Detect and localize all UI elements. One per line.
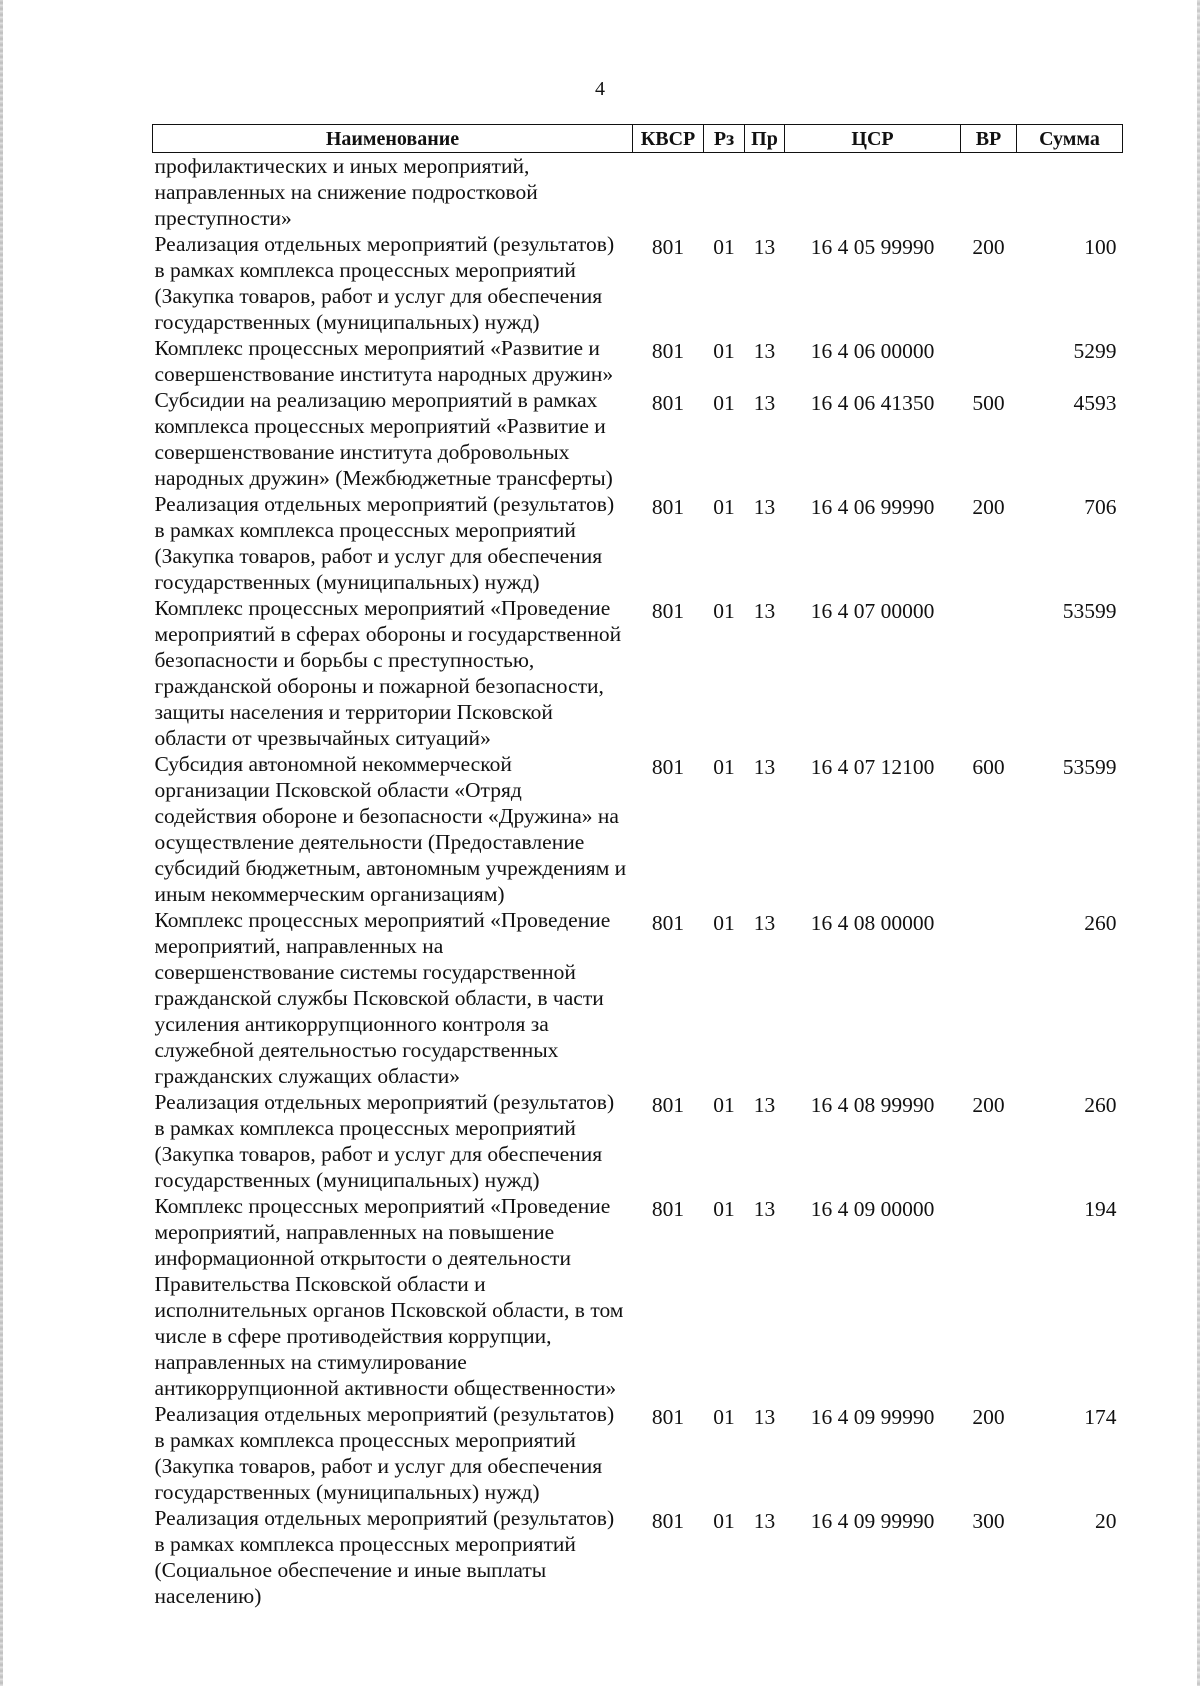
row-csr: 16 4 09 99990 xyxy=(810,1405,935,1429)
row-vr: 300 xyxy=(972,1509,1005,1533)
row-sum: 706 xyxy=(1084,495,1117,519)
row-pr: 13 xyxy=(753,599,776,623)
row-name: профилактических и иных мероприятий, направленных на снижение подростковой преступности» xyxy=(154,154,538,230)
row-vr xyxy=(961,1193,1017,1401)
row-sum: 194 xyxy=(1084,1197,1117,1221)
header-vr: ВР xyxy=(961,125,1017,153)
row-vr: 200 xyxy=(972,495,1005,519)
row-rz: 01 xyxy=(713,1509,735,1533)
row-sum: 174 xyxy=(1084,1405,1117,1429)
header-kvsr: КВСР xyxy=(633,125,704,153)
row-csr: 16 4 09 00000 xyxy=(810,1197,935,1221)
row-vr xyxy=(961,153,1017,232)
table-row xyxy=(153,1505,1123,1609)
row-vr: 200 xyxy=(972,1093,1005,1117)
page-number: 4 xyxy=(595,78,605,100)
row-vr: 200 xyxy=(972,1405,1005,1429)
row-sum: 53599 xyxy=(1062,755,1117,779)
row-kvsr: 801 xyxy=(651,911,685,935)
row-rz: 01 xyxy=(713,755,735,779)
row-rz: 01 xyxy=(713,599,735,623)
row-name: Реализация отдельных мероприятий (результатов) в рамках комплекса процессных мероприятий (Закупка товаров, работ и услуг для обеспечения государственных (муниципальных) нужд) xyxy=(154,1090,615,1192)
row-vr: 200 xyxy=(972,235,1005,259)
row-vr xyxy=(961,595,1017,751)
row-pr xyxy=(745,153,785,232)
row-sum: 20 xyxy=(1095,1509,1117,1533)
row-kvsr: 801 xyxy=(651,495,685,519)
budget-table xyxy=(152,124,1123,1609)
row-rz: 01 xyxy=(713,1093,735,1117)
row-vr: 500 xyxy=(972,391,1005,415)
row-kvsr: 801 xyxy=(651,1509,685,1533)
scan-edge-left xyxy=(0,0,3,1686)
row-kvsr: 801 xyxy=(651,755,685,779)
row-pr: 13 xyxy=(753,391,776,415)
row-sum: 4593 xyxy=(1073,391,1117,415)
row-csr: 16 4 09 99990 xyxy=(810,1509,935,1533)
table-row xyxy=(153,231,1123,335)
table-row xyxy=(153,153,1123,232)
table-row xyxy=(153,1089,1123,1193)
table-header-row xyxy=(153,125,1123,153)
row-csr: 16 4 08 99990 xyxy=(810,1093,935,1117)
row-csr: 16 4 07 12100 xyxy=(810,755,935,779)
row-vr xyxy=(961,335,1017,387)
row-name: Комплекс процессных мероприятий «Развитие и совершенствование института народных дружин» xyxy=(154,336,614,386)
row-kvsr: 801 xyxy=(651,235,685,259)
row-pr: 13 xyxy=(753,1509,776,1533)
row-name: Реализация отдельных мероприятий (результатов) в рамках комплекса процессных мероприятий (Закупка товаров, работ и услуг для обеспечения государственных (муниципальных) нужд) xyxy=(154,492,615,594)
row-vr xyxy=(961,907,1017,1089)
row-kvsr: 801 xyxy=(651,1093,685,1117)
row-kvsr: 801 xyxy=(651,599,685,623)
header-name: Наименование xyxy=(153,125,633,153)
row-name: Комплекс процессных мероприятий «Проведение мероприятий, направленных на совершенствование системы государственной гражданской службы Псковской области, в части усиления антикоррупционного контроля за служебной деятельностью государственных гражданских служащих области» xyxy=(154,908,611,1088)
row-name: Субсидия автономной некоммерческой организации Псковской области «Отряд содействия обороне и безопасности «Дружина» на осуществление деятельности (Предоставление субсидий бюджетным, автономным учреждениям и иным некоммерческим организациям) xyxy=(154,752,627,906)
row-rz xyxy=(704,153,745,232)
row-kvsr xyxy=(633,153,704,232)
header-sum: Сумма xyxy=(1017,125,1123,153)
row-csr: 16 4 06 41350 xyxy=(810,391,935,415)
row-kvsr: 801 xyxy=(651,339,685,363)
row-rz: 01 xyxy=(713,391,735,415)
row-kvsr: 801 xyxy=(651,1405,685,1429)
row-pr: 13 xyxy=(753,1197,776,1221)
row-rz: 01 xyxy=(713,1405,735,1429)
row-csr: 16 4 08 00000 xyxy=(810,911,935,935)
row-pr: 13 xyxy=(753,339,776,363)
row-pr: 13 xyxy=(753,911,776,935)
row-sum: 260 xyxy=(1084,911,1117,935)
row-csr: 16 4 06 00000 xyxy=(810,339,935,363)
row-name: Реализация отдельных мероприятий (результатов) в рамках комплекса процессных мероприятий (Закупка товаров, работ и услуг для обеспечения государственных (муниципальных) нужд) xyxy=(154,232,615,334)
row-name: Реализация отдельных мероприятий (результатов) в рамках комплекса процессных мероприятий (Закупка товаров, работ и услуг для обеспечения государственных (муниципальных) нужд) xyxy=(154,1402,615,1504)
table-row xyxy=(153,1401,1123,1505)
row-vr: 600 xyxy=(972,755,1005,779)
row-sum: 260 xyxy=(1084,1093,1117,1117)
header-pr: Пр xyxy=(745,125,785,153)
row-pr: 13 xyxy=(753,1405,776,1429)
row-rz: 01 xyxy=(713,339,735,363)
row-csr: 16 4 06 99990 xyxy=(810,495,935,519)
row-csr xyxy=(785,153,961,232)
row-kvsr: 801 xyxy=(651,391,685,415)
row-sum: 5299 xyxy=(1073,339,1117,363)
row-sum xyxy=(1017,153,1123,232)
row-name: Реализация отдельных мероприятий (результатов) в рамках комплекса процессных мероприятий (Социальное обеспечение и иные выплаты населению) xyxy=(154,1506,615,1608)
row-kvsr: 801 xyxy=(651,1197,685,1221)
header-rz: Рз xyxy=(704,125,745,153)
row-pr: 13 xyxy=(753,495,776,519)
table-row xyxy=(153,751,1123,907)
row-pr: 13 xyxy=(753,755,776,779)
row-name: Комплекс процессных мероприятий «Проведение мероприятий, направленных на повышение информационной открытости о деятельности Правительства Псковской области и исполнительных органов Псковской области, в том числе в сфере противодействия коррупции, направленных на стимулирование антикоррупционной активности общественности» xyxy=(154,1194,624,1400)
table-row xyxy=(153,595,1123,751)
row-rz: 01 xyxy=(713,1197,735,1221)
row-sum: 100 xyxy=(1084,235,1117,259)
row-name: Субсидии на реализацию мероприятий в рамках комплекса процессных мероприятий «Развитие и совершенствование института добровольных народных дружин» (Межбюджетные трансферты) xyxy=(154,388,613,490)
row-name: Комплекс процессных мероприятий «Проведение мероприятий в сферах обороны и государственной безопасности и борьбы с преступностью, гражданской обороны и пожарной безопасности, защиты населения и территории Псковской области от чрезвычайных ситуаций» xyxy=(154,596,622,750)
table-row xyxy=(153,907,1123,1089)
row-pr: 13 xyxy=(753,235,776,259)
header-csr: ЦСР xyxy=(785,125,961,153)
table-row xyxy=(153,335,1123,387)
row-rz: 01 xyxy=(713,911,735,935)
row-sum: 53599 xyxy=(1062,599,1117,623)
row-pr: 13 xyxy=(753,1093,776,1117)
row-rz: 01 xyxy=(713,235,735,259)
row-csr: 16 4 07 00000 xyxy=(810,599,935,623)
table-row xyxy=(153,491,1123,595)
row-rz: 01 xyxy=(713,495,735,519)
row-csr: 16 4 05 99990 xyxy=(810,235,935,259)
table-row xyxy=(153,1193,1123,1401)
table-row xyxy=(153,387,1123,491)
